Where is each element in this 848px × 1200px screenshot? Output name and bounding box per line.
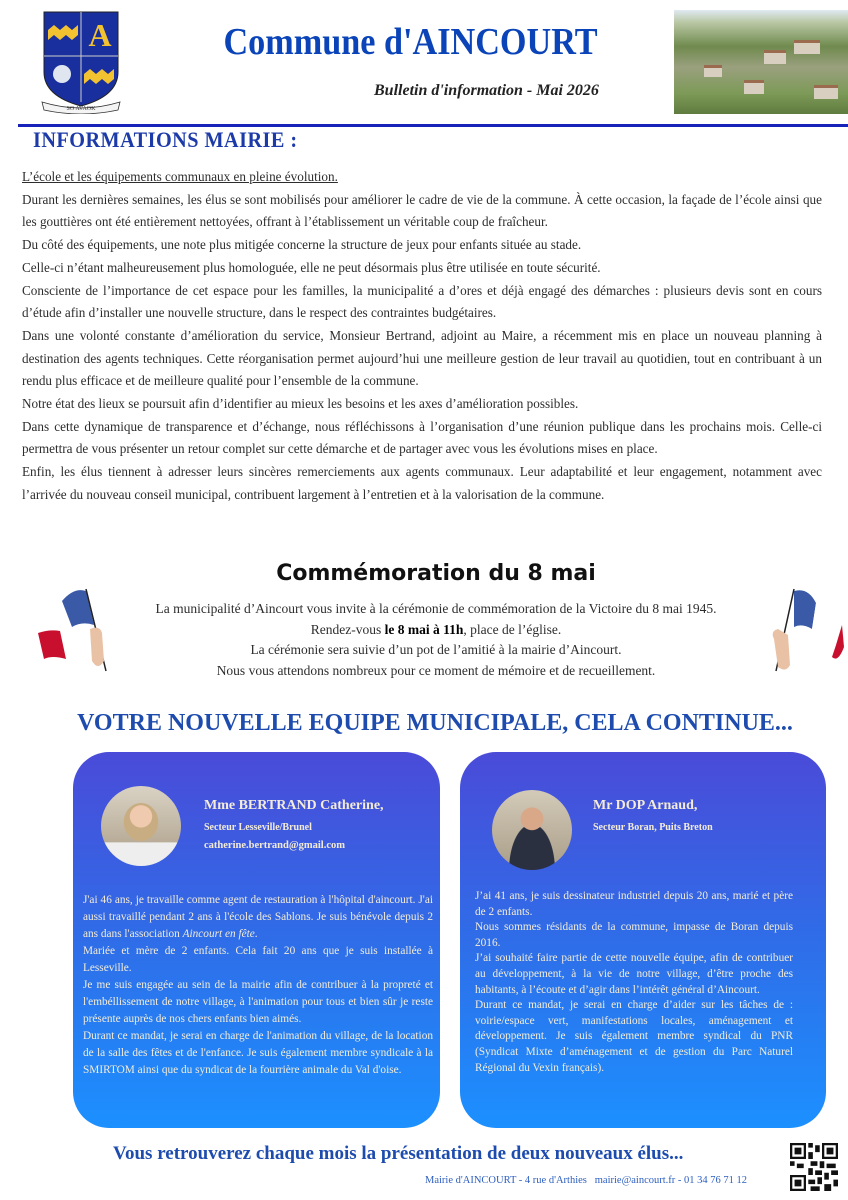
article-paragraph: Celle-ci n’étant malheureusement plus homologuée, elle ne peut désormais plus être utilisée en toute sécurité.: [22, 259, 601, 275]
article-paragraph: Notre état des lieux se poursuit afin d’identifier au mieux les besoins et les axes d’amélioration possibles.: [22, 396, 579, 412]
page-title-text: Commune d'AINCOURT: [223, 21, 598, 63]
article-paragraph: Enfin, les élus tiennent à adresser leurs sincères remerciements aux agents communaux. Leur adaptabilité et leur engagement, notamment avec l’arrivée du nouveau conseil municipal, contribuent largement à l’entretien et à la valorisation de la commune.: [22, 464, 822, 502]
bio-paragraph: [83, 892, 433, 943]
member-name: Mr DOP Arnaud,: [593, 798, 698, 813]
house: [764, 50, 786, 64]
event-date-time: le 8 mai à 11h: [384, 621, 464, 637]
association-name: Aincourt en fête: [182, 928, 255, 940]
article-paragraph: Durant les dernières semaines, les élus se sont mobilisés pour améliorer le cadre de vie de la commune. À cette occasion, la façade de l’école ainsi que les gouttières ont été entièrement nettoyées, offrant à l’établissement un véritable coup de fraîcheur.: [22, 191, 822, 230]
house: [794, 40, 820, 54]
text: Rendez-vous: [310, 621, 385, 637]
member-email-link[interactable]: catherine.bertrand@gmail.com: [204, 840, 345, 851]
info-mairie-heading: INFORMATIONS MAIRIE :: [33, 127, 298, 152]
article-paragraph: Dans une volonté constante d’amélioration du service, Monsieur Bertrand, adjoint au Maire, a récemment mis en place un nouveau planning à destination des agents techniques. Cette réorganisation permet aujourd’hui une meilleure gestion de leur travail au quotidien, tout en contribuant à un rendu plus efficace et de meilleure qualité pour l’ensemble de la commune.: [22, 327, 822, 389]
text: , place de l’église.: [463, 621, 562, 637]
commemoration-text: [60, 599, 812, 681]
bio-paragraph: Je me suis engagée au sein de la mairie afin de contribuer à la propreté et l'embéllissement de notre village, à l'animation pour tous et bien sûr je reste présente auprès de nos chers enfants bien aimés.: [83, 979, 433, 1025]
house: [814, 85, 838, 99]
commemoration-line: La cérémonie sera suivie d’un pot de l’amitié à la mairie d’Aincourt.: [250, 642, 622, 657]
article-paragraph: Du côté des équipements, une note plus mitigée concerne la structure de jeux pour enfants située au stade.: [22, 237, 582, 253]
commemoration-title: Commémoration du 8 mai: [276, 561, 596, 586]
house: [704, 65, 722, 77]
commemoration-line: Nous vous attendons nombreux pour ce moment de mémoire et de recueillement.: [216, 662, 656, 678]
member-bio: [475, 889, 793, 1076]
member-name: Mme BERTRAND Catherine,: [204, 798, 384, 813]
member-photo: [492, 790, 572, 870]
text: J'ai 46 ans, je travaille comme agent de restauration à l'hôpital d'aincourt. J'ai aussi travaillé pendant 2 ans à l'école des Sablons. Je suis bénévole depuis 2 ans dans l'association: [83, 894, 433, 940]
team-heading: VOTRE NOUVELLE EQUIPE MUNICIPALE, CELA CONTINUE...: [77, 710, 793, 736]
info-article: [22, 166, 822, 507]
article-paragraph: Consciente de l’importance de cet espace pour les familles, la municipalité a d’ores et déjà engagé des démarches : plusieurs devis sont en cours d’étude afin d’installer une nouvelle structure, dans le respect des contraintes budgétaires.: [22, 282, 822, 321]
member-photo: [101, 786, 181, 866]
bulletin-subtitle: Bulletin d'information - Mai 2026: [374, 82, 599, 99]
commemoration-line: La municipalité d’Aincourt vous invite à la cérémonie de commémoration de la Victoire du 8 mai 1945.: [155, 601, 717, 616]
commemoration-line: [60, 620, 812, 641]
member-bio: [83, 892, 433, 1079]
member-card-dop: [460, 752, 826, 1128]
member-card-bertrand: [73, 752, 440, 1128]
text: .: [254, 928, 258, 940]
house: [744, 80, 764, 94]
village-aerial-photo: [674, 10, 848, 114]
bio-paragraph: Mariée et mère de 2 enfants. Cela fait 20 ans que je suis installée à Lesseville.: [83, 945, 433, 974]
bio-paragraph: J’ai souhaité faire partie de cette nouvelle équipe, afin de contribuer au développement, à la vie de notre village, d’être proche des habitants, à l’écoute et d’agir dans l’intérêt général d’Aincourt.: [475, 952, 793, 996]
bio-paragraph: Durant ce mandat, je serai en charge de l'animation du village, de la location de la salle des fêtes et de l'enfance. Je suis également membre syndicale à la SMIRTOM ainsi que du syndicat de la fourrière animale du Val d'oise.: [83, 1030, 433, 1076]
crest-motto: SO AVAOK: [66, 106, 96, 112]
footer-heading: Vous retrouverez chaque mois la présentation de deux nouveaux élus...: [113, 1143, 684, 1164]
article-subheading: L’école et les équipements communaux en pleine évolution.: [22, 169, 338, 184]
member-sector: Secteur Boran, Puits Breton: [593, 822, 713, 833]
bio-paragraph: Durant ce mandat, je serai en charge d’aider sur les tâches de : voirie/espace vert, manifestations locales, aménagement et développement. Je suis également membre syndical du PNR (Syndicat Mixte d’aménagement et de gestion du Parc Naturel Régional du Vexin français).: [475, 999, 793, 1074]
bio-paragraph: Nous sommes résidants de la commune, impasse de Boran depuis 2016.: [475, 921, 793, 949]
footer-contact: Mairie d'AINCOURT - 4 rue d'Arthies mairie@aincourt.fr - 01 34 76 71 12: [425, 1175, 748, 1186]
svg-text:A: A: [88, 17, 112, 53]
article-paragraph: Dans cette dynamique de transparence et d’échange, nous réfléchissons à l’organisation d’une réunion publique dans les prochains mois. Celle-ci permettra de vous présenter un retour complet sur cette démarche et de partager avec vous les évolutions mises en place.: [22, 418, 822, 457]
qr-code-icon[interactable]: [790, 1143, 838, 1191]
member-sector: Secteur Lesseville/Brunel: [204, 822, 312, 833]
bio-paragraph: J’ai 41 ans, je suis dessinateur industriel depuis 20 ans, marié et père de 2 enfants.: [475, 890, 793, 918]
